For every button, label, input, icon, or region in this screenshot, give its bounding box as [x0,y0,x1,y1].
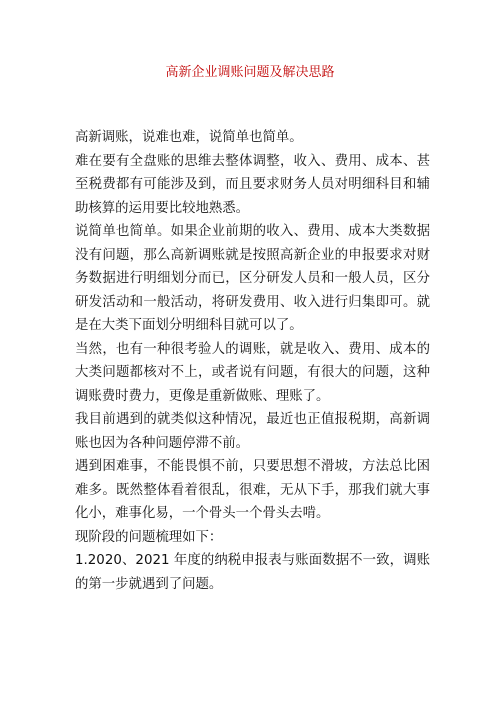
paragraph-4: 当然，也有一种很考验人的调账，就是收入、费用、成本的大类问题都核对不上，或者说有问题，有很大的问题，这种调账费时费力，更像是重新做账、理账了。 [75,341,430,404]
document-body [75,126,430,596]
paragraph-1: 高新调账，说难也难，说简单也简单。 [75,130,303,145]
paragraph-8: 1.2020、2021 年度的纳税申报表与账面数据不一致，调账的第一步就遇到了问题。 [75,553,430,592]
document-title: 高新企业调账问题及解决思路 [165,65,335,80]
paragraph-6: 遇到困难事，不能畏惧不前，只要思想不滑坡，方法总比困难多。既然整体看着很乱，很难，无从下手，那我们就大事化小，难事化易，一个骨头一个骨头去啃。 [75,459,430,521]
paragraph-5: 我目前遇到的就类似这种情况，最近也正值报税期，高新调账也因为各种问题停滞不前。 [75,412,430,451]
paragraph-2: 难在要有全盘账的思维去整体调整，收入、费用、成本、甚至税费都有可能涉及到，而且要求财务人员对明细科目和辅助核算的运用要比较地熟悉。 [75,153,430,216]
paragraph-7: 现阶段的问题梳理如下： [75,529,223,545]
paragraph-3: 说简单也简单。如果企业前期的收入、费用、成本大类数据没有问题，那么高新调账就是按照高新企业的申报要求对财务数据进行明细划分而已，区分研发人员和一般人员，区分研发活动和一般活动，将研发费用、收入进行归集即可。就是在大类下面划分明细科目就可以了。 [75,224,430,333]
